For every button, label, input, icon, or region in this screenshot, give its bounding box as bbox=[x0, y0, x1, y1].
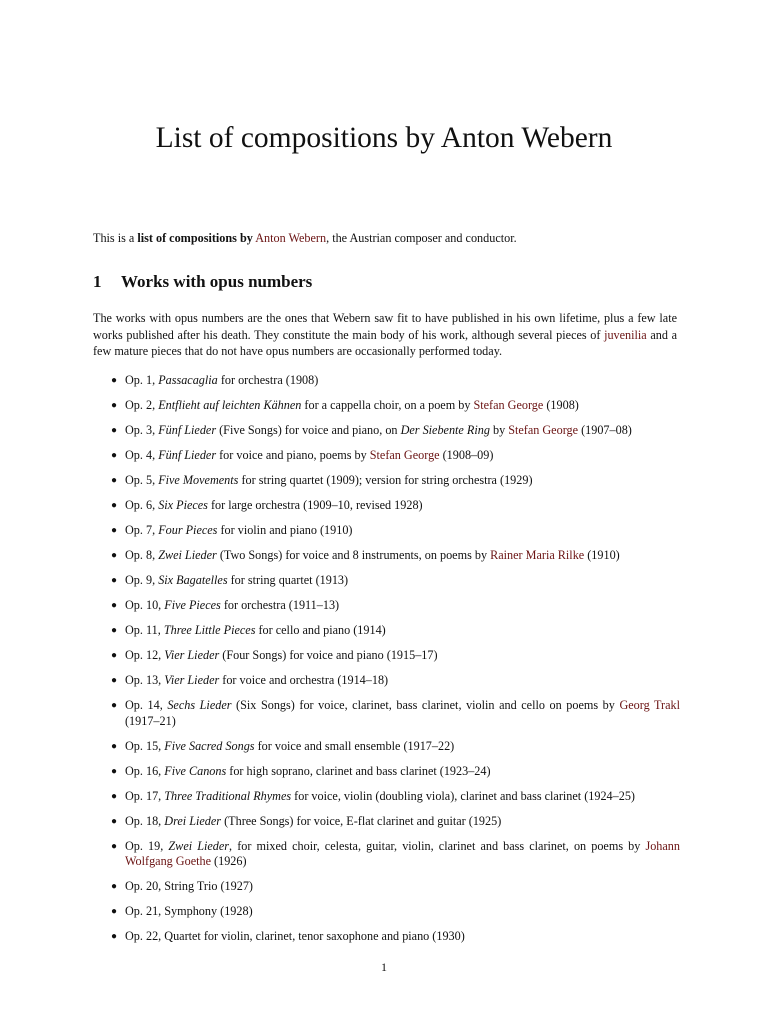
work-description: for voice and orchestra (1914–18) bbox=[219, 673, 389, 687]
bullet-icon: ● bbox=[111, 475, 118, 486]
work-list-item bbox=[111, 598, 680, 614]
intro-text: This is a bbox=[93, 231, 138, 245]
page-title: List of compositions by Anton Webern bbox=[155, 122, 613, 154]
bullet-icon: ● bbox=[111, 400, 118, 411]
work-description: (Four Songs) for voice and piano (1915–17) bbox=[219, 648, 438, 662]
work-title: Three Traditional Rhymes bbox=[164, 788, 292, 803]
work-list-item bbox=[111, 548, 680, 564]
work-list-item bbox=[111, 788, 680, 805]
bullet-icon: ● bbox=[111, 375, 118, 386]
work-opus-number: Op. 4, bbox=[125, 448, 159, 462]
bullet-icon: ● bbox=[111, 700, 118, 711]
poet-link[interactable]: Stefan George bbox=[473, 398, 544, 412]
work-list-item bbox=[111, 473, 680, 489]
work-list-item bbox=[111, 398, 680, 414]
work-title: Three Little Pieces bbox=[163, 623, 256, 637]
bullet-icon: ● bbox=[111, 740, 118, 752]
work-description: for cello and piano (1914) bbox=[255, 623, 386, 637]
work-opus-number: Op. 3, bbox=[125, 423, 159, 437]
work-list-item bbox=[111, 673, 680, 689]
bullet-icon: ● bbox=[111, 625, 118, 636]
work-title: Entflieht auf leichten Kähnen bbox=[158, 398, 302, 412]
work-description: , for mixed choir, celesta, guitar, violin, clarinet and bass clarinet, on poems by bbox=[229, 838, 646, 853]
bullet-icon: ● bbox=[111, 575, 118, 586]
work-title: Five Pieces bbox=[164, 598, 221, 612]
bullet-icon: ● bbox=[111, 840, 118, 852]
work-description: for high soprano, clarinet and bass clarinet (1923–24) bbox=[226, 763, 491, 778]
bullet-icon: ● bbox=[111, 550, 118, 561]
work-date: (1910) bbox=[584, 548, 620, 562]
bullet-icon: ● bbox=[111, 450, 118, 461]
work-description: for voice, violin (doubling viola), clarinet and bass clarinet (1924–25) bbox=[291, 788, 635, 803]
work-list-item bbox=[111, 523, 680, 539]
work-title: Five Sacred Songs bbox=[164, 738, 255, 753]
work-title: Drei Lieder bbox=[164, 813, 222, 828]
intro-paragraph bbox=[93, 230, 683, 246]
work-title: Six Pieces bbox=[158, 498, 208, 512]
bullet-icon: ● bbox=[111, 500, 118, 511]
work-title: Four Pieces bbox=[158, 523, 218, 537]
work-opus-number: Op. 7, bbox=[125, 523, 159, 537]
work-opus-number: Op. 13, bbox=[125, 673, 165, 687]
work-title: Vier Lieder bbox=[164, 673, 220, 687]
bullet-icon: ● bbox=[111, 790, 118, 802]
section-number: 1 bbox=[93, 272, 102, 291]
work-list-item bbox=[111, 698, 680, 729]
works-list bbox=[111, 373, 680, 954]
section-text: and a few mature pieces that do not have opus numbers are occasionally performed today. bbox=[93, 327, 677, 358]
work-date: (1908) bbox=[543, 398, 579, 412]
work-title: Fünf Lieder bbox=[158, 448, 217, 462]
work-list-item bbox=[111, 929, 680, 945]
work-opus-number: Op. 9, bbox=[125, 573, 159, 587]
work-description: (Five Songs) for voice and piano, on bbox=[216, 423, 401, 437]
bullet-icon: ● bbox=[111, 650, 118, 661]
work-opus-number: Op. 15, bbox=[125, 738, 165, 753]
work-description: (Three Songs) for voice, E-flat clarinet and guitar (1925) bbox=[221, 813, 502, 828]
work-opus-number: Op. 17, bbox=[125, 788, 165, 803]
work-list-item bbox=[111, 498, 680, 514]
poet-link[interactable]: Georg Trakl bbox=[619, 698, 680, 712]
work-date: (1917–21) bbox=[125, 713, 176, 728]
section-text: The works with opus numbers are the ones that Webern saw fit to have published in his own lifetime, plus a few late works published after his death. They constitute the main body of his work, although several pieces of bbox=[93, 311, 677, 342]
work-description: by bbox=[489, 423, 509, 437]
work-list-item bbox=[111, 838, 680, 870]
work-date: (1926) bbox=[211, 854, 247, 868]
work-list-item bbox=[111, 813, 680, 830]
work-description: for voice and small ensemble (1917–22) bbox=[254, 738, 455, 753]
work-title: Passacaglia bbox=[158, 373, 218, 387]
work-title: Vier Lieder bbox=[164, 648, 220, 662]
work-title: Zwei Lieder bbox=[168, 838, 230, 853]
work-opus-number: Op. 1, bbox=[125, 373, 159, 387]
work-list-item bbox=[111, 573, 680, 589]
work-title: Sechs Lieder bbox=[167, 698, 232, 712]
work-list-item bbox=[111, 423, 680, 439]
work-list-item bbox=[111, 623, 680, 639]
work-description: (Two Songs) for voice and 8 instruments, on poems by bbox=[216, 548, 491, 562]
bullet-icon: ● bbox=[111, 931, 118, 942]
work-opus-number: Op. 5, bbox=[125, 473, 159, 487]
work-title: Six Bagatelles bbox=[158, 573, 228, 587]
work-date: (1908–09) bbox=[439, 448, 494, 462]
section-paragraph bbox=[93, 310, 677, 360]
work-description: for large orchestra (1909–10, revised 1928) bbox=[207, 498, 423, 512]
work-opus-number: Op. 6, bbox=[125, 498, 159, 512]
poet-link[interactable]: Stefan George bbox=[369, 448, 440, 462]
bullet-icon: ● bbox=[111, 815, 118, 827]
section-heading-text: Works with opus numbers bbox=[121, 272, 313, 291]
juvenilia-link[interactable]: juvenilia bbox=[604, 327, 647, 342]
work-list-item bbox=[111, 904, 680, 920]
work-description: for string quartet (1909); version for string orchestra (1929) bbox=[238, 473, 533, 487]
work-opus-number: Op. 8, bbox=[125, 548, 159, 562]
work-opus-number: Op. 14, bbox=[125, 698, 168, 712]
work-list-item bbox=[111, 648, 680, 664]
poet-link[interactable]: Johann Wolfgang Goethe bbox=[125, 838, 680, 868]
work-description: for orchestra (1911–13) bbox=[220, 598, 340, 612]
work-description: for string quartet (1913) bbox=[227, 573, 349, 587]
anton-webern-link[interactable]: Anton Webern bbox=[255, 231, 327, 245]
work-list-item bbox=[111, 448, 680, 464]
section-heading bbox=[93, 272, 312, 292]
work-opus-number: Op. 11, bbox=[125, 623, 164, 637]
bullet-icon: ● bbox=[111, 425, 118, 436]
work-list-item bbox=[111, 879, 680, 895]
work-title: Zwei Lieder bbox=[158, 548, 217, 562]
bullet-icon: ● bbox=[111, 600, 118, 611]
work-description: (Six Songs) for voice, clarinet, bass clarinet, violin and cello on poems by bbox=[231, 698, 620, 712]
poet-link[interactable]: Rainer Maria Rilke bbox=[490, 548, 585, 562]
bullet-icon: ● bbox=[111, 675, 118, 686]
work-description: for orchestra (1908) bbox=[217, 373, 319, 387]
work-opus-number: Op. 18, bbox=[125, 813, 165, 828]
work-opus-number: Op. 20, String Trio (1927) bbox=[125, 879, 253, 893]
work-title: Five Canons bbox=[164, 763, 227, 778]
work-opus-number: Op. 19, bbox=[125, 838, 169, 853]
intro-bold-text: list of compositions by bbox=[137, 231, 253, 245]
work-opus-number: Op. 16, bbox=[125, 763, 165, 778]
work-opus-number: Op. 2, bbox=[125, 398, 159, 412]
work-opus-number: Op. 12, bbox=[125, 648, 165, 662]
work-description: for a cappella choir, on a poem by bbox=[301, 398, 474, 412]
bullet-icon: ● bbox=[111, 881, 118, 892]
bullet-icon: ● bbox=[111, 765, 118, 777]
page-number: 1 bbox=[381, 960, 387, 974]
work-list-item bbox=[111, 738, 680, 755]
work-list-item bbox=[111, 763, 680, 780]
work-list-item bbox=[111, 373, 680, 389]
bullet-icon: ● bbox=[111, 525, 118, 536]
work-title: Five Movements bbox=[158, 473, 239, 487]
work-opus-number: Op. 21, Symphony (1928) bbox=[125, 904, 253, 918]
work-description: for voice and piano, poems by bbox=[216, 448, 370, 462]
intro-text: , the Austrian composer and conductor. bbox=[326, 231, 517, 245]
work-opus-number: Op. 10, bbox=[125, 598, 165, 612]
work-title: Fünf Lieder bbox=[158, 423, 217, 437]
work-opus-number: Op. 22, Quartet for violin, clarinet, tenor saxophone and piano (1930) bbox=[125, 929, 465, 943]
work-title: Der Siebente Ring bbox=[400, 423, 490, 437]
work-description: for violin and piano (1910) bbox=[217, 523, 353, 537]
poet-link[interactable]: Stefan George bbox=[508, 423, 579, 437]
work-date: (1907–08) bbox=[578, 423, 632, 437]
bullet-icon: ● bbox=[111, 906, 118, 917]
